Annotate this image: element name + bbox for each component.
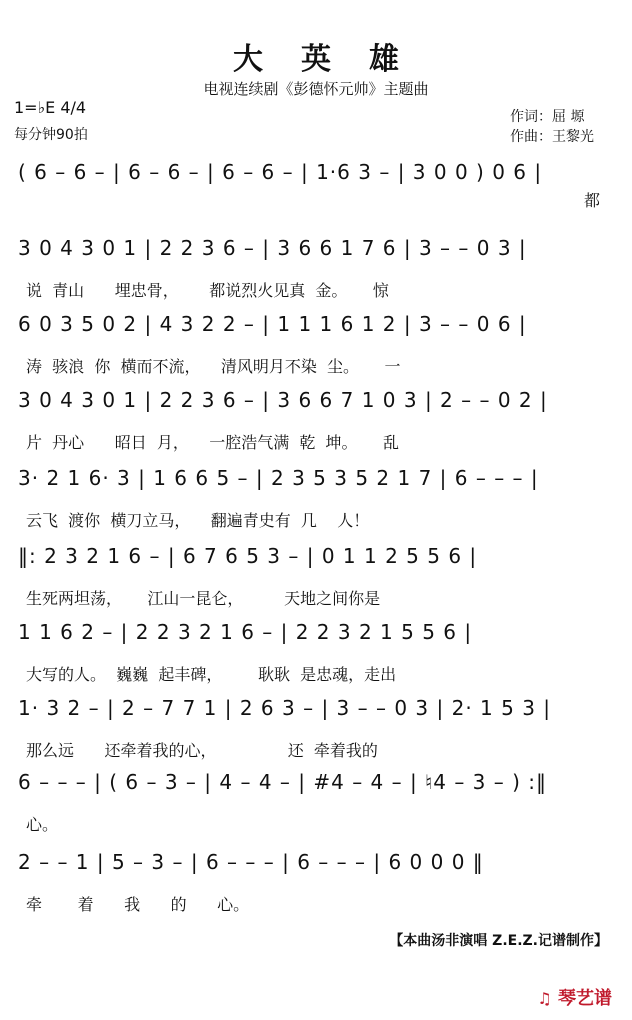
notation-line: 3 0 4 3 0 1 | 2 2 3 6 – | 3 6 6 7 1 0 3 | 2 – – 0 2 | [18, 388, 548, 412]
lyricist-credit: 作词：屈 塬 [510, 109, 585, 125]
logo-text: 琴艺谱 [558, 988, 612, 1009]
lyric-line: 那么远 还牵着我的心， 还 牵着我的 [26, 741, 378, 760]
transcription-credit: 【本曲汤非演唱 Z.E.Z.记谱制作】 [389, 933, 608, 949]
composer-credit: 作曲：王黎光 [510, 129, 594, 145]
notation-line: 2 – – 1 | 5 – 3 – | 6 – – – | 6 – – – | 6 0 0 0 ‖ [18, 850, 484, 874]
notation-line: ‖: 2 3 2 1 6 – | 6 7 6 5 3 – | 0 1 1 2 5 5 6 | [18, 544, 478, 568]
notation-line: 1· 3 2 – | 2 – 7 7 1 | 2 6 3 – | 3 – – 0 3 | 2· 1 5 3 | [18, 696, 552, 720]
tempo-marking: 每分钟90拍 [14, 127, 88, 143]
notation-line: 6 – – – | ( 6 – 3 – | 4 – 4 – | #4 – 4 – | ♮4 – 3 – ) :‖ [18, 770, 548, 794]
lyric-line: 片 丹心 昭日 月， 一腔浩气满 乾 坤。 乱 [26, 433, 399, 452]
lyric-line: 生死两坦荡， 江山一昆仑， 天地之间你是 [26, 589, 381, 608]
lyric-line: 云飞 渡你 横刀立马， 翻遍青史有 几 人！ [26, 511, 370, 530]
lyric-line: 涛 骇浪 你 横而不流， 清风明月不染 尘。 一 [26, 357, 401, 376]
notation-line: 1 1 6 2 – | 2 2 3 2 1 6 – | 2 2 3 2 1 5 5 6 | [18, 620, 473, 644]
notation-line: ( 6 – 6 – | 6 – 6 – | 6 – 6 – | 1·6 3 – | 3 0 0 ) 0 6 | [18, 160, 543, 184]
lyric-line: 都 [584, 191, 601, 210]
notation-line: 3 0 4 3 0 1 | 2 2 3 6 – | 3 6 6 1 7 6 | 3 – – 0 3 | [18, 236, 527, 260]
song-title: 大英雄 [233, 42, 437, 77]
song-subtitle: 电视连续剧《彭德怀元帅》主题曲 [203, 80, 429, 98]
notation-line: 6 0 3 5 0 2 | 4 3 2 2 – | 1 1 1 6 1 2 | 3 – – 0 6 | [18, 312, 527, 336]
lyric-line: 牵 着 我 的 心。 [26, 895, 250, 914]
logo-icon: ♫ [537, 989, 552, 1008]
lyric-line: 大写的人。 巍巍 起丰碑， 耿耿 是忠魂，走出 [26, 665, 397, 684]
key-signature: 1=♭E 4/4 [14, 98, 87, 117]
lyric-line: 说 青山 埋忠骨， 都说烈火见真 金。 惊 [26, 281, 389, 300]
notation-line: 3· 2 1 6· 3 | 1 6 6 5 – | 2 3 5 3 5 2 1 7 | 6 – – – | [18, 466, 539, 490]
lyric-line: 心。 [26, 815, 59, 834]
site-logo [537, 984, 612, 1010]
